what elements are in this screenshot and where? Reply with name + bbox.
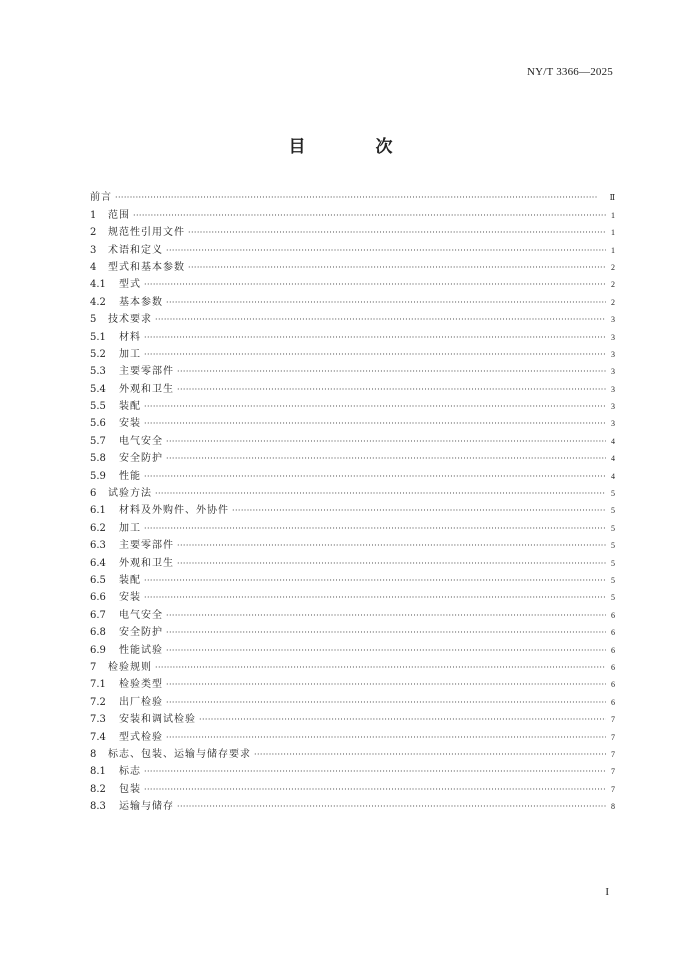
dot-leader [166,453,606,465]
toc-entry[interactable] [90,274,615,291]
toc-entry-label: 安全防护 [119,627,163,639]
toc-entry-page: 5 [611,506,615,516]
toc-entry-page: 5 [611,523,615,533]
toc-entry-number: 4.1 [90,279,106,291]
dot-leader [166,645,606,657]
toc-entry-label: 型式 [119,279,141,291]
dot-leader [188,262,606,274]
toc-entry-page: 3 [611,349,615,359]
toc-entry-page: 1 [611,210,615,220]
dot-leader [144,279,606,291]
dot-leader [166,697,606,709]
toc-entry-number: 5.8 [90,453,106,465]
toc-entry-number: 8.3 [90,801,106,813]
toc-entry-page: 3 [611,315,615,325]
toc-entry[interactable] [90,257,615,274]
table-of-contents [90,187,615,813]
toc-entry-label: 外观和卫生 [119,383,174,395]
toc-entry-number: 5.6 [90,418,106,430]
toc-entry-label: 运输与储存 [119,801,174,813]
toc-entry-label: 范围 [108,209,130,221]
dot-leader [133,210,606,222]
dot-leader [166,297,606,309]
toc-entry-page: 3 [611,384,615,394]
standard-number: NY/T 3366—2025 [526,66,613,78]
toc-entry-number: 6.3 [90,540,106,552]
toc-entry-label: 主要零部件 [119,366,174,378]
dot-leader [166,610,606,622]
toc-entry-page: 3 [611,402,615,412]
toc-entry-number: 1 [90,209,97,221]
toc-entry-page: 3 [611,332,615,342]
toc-entry[interactable] [90,639,615,656]
toc-entry-label: 检验规则 [108,661,152,673]
toc-entry-page: 5 [611,593,615,603]
toc-entry-label: 型式检验 [119,731,163,743]
toc-entry[interactable] [90,309,615,326]
toc-entry-page: 6 [611,610,615,620]
dot-leader [144,349,606,361]
toc-entry-number: 6.5 [90,574,106,586]
dot-leader [144,766,606,778]
toc-entry[interactable] [90,222,615,239]
toc-entry-label: 出厂检验 [119,696,163,708]
toc-entry[interactable] [90,326,615,343]
toc-entry[interactable] [90,761,615,778]
dot-leader [155,662,606,674]
toc-entry-number: 4 [90,261,97,273]
toc-entry[interactable] [90,187,615,204]
toc-entry-page: 2 [611,262,615,272]
toc-entry-label: 术语和定义 [108,244,163,256]
toc-entry-page: 6 [611,645,615,655]
toc-entry-label: 电气安全 [119,609,163,621]
dot-leader [144,592,606,604]
toc-entry-number: 8.1 [90,766,106,778]
dot-leader [155,314,606,326]
dot-leader [199,714,606,726]
toc-entry-number: 6.2 [90,522,106,534]
toc-entry-number: 6.8 [90,627,106,639]
toc-entry[interactable] [90,413,615,430]
toc-entry[interactable] [90,570,615,587]
toc-entry-page: Ⅱ [609,193,615,203]
toc-entry[interactable] [90,378,615,395]
toc-entry-page: 3 [611,367,615,377]
toc-entry-label: 安装 [119,592,141,604]
toc-entry-label: 材料及外购件、外协件 [119,505,229,517]
toc-entry[interactable] [90,448,615,465]
toc-entry-number: 7 [90,661,97,673]
toc-entry-page: 5 [611,541,615,551]
dot-leader [177,384,606,396]
toc-entry-page: 7 [611,715,615,725]
toc-entry-label: 装配 [119,574,141,586]
toc-entry[interactable] [90,604,615,621]
toc-entry-label: 电气安全 [119,435,163,447]
dot-leader [115,192,606,204]
toc-entry-number: 6.1 [90,505,106,517]
toc-entry-page: 4 [611,454,615,464]
toc-entry-page: 5 [611,558,615,568]
toc-entry-label: 标志 [119,766,141,778]
page-number: I [605,886,609,898]
toc-entry[interactable] [90,500,615,517]
dot-leader [188,227,606,239]
toc-entry-label: 装配 [119,401,141,413]
toc-entry[interactable] [90,291,615,308]
toc-entry-number: 3 [90,244,97,256]
dot-leader [144,401,606,413]
toc-entry-label: 型式和基本参数 [108,261,185,273]
dot-leader [144,332,606,344]
toc-entry-label: 技术要求 [108,314,152,326]
toc-entry-number: 5.2 [90,348,106,360]
toc-entry[interactable] [90,622,615,639]
toc-entry-number: 7.2 [90,696,106,708]
toc-entry[interactable] [90,657,615,674]
toc-entry-number: 5.9 [90,470,106,482]
toc-entry-label: 试验方法 [108,488,152,500]
toc-entry-number: 6.7 [90,609,106,621]
toc-entry-label: 安全防护 [119,453,163,465]
dot-leader [177,558,606,570]
toc-entry[interactable] [90,726,615,743]
dot-leader [144,471,606,483]
toc-entry[interactable] [90,709,615,726]
dot-leader [166,245,606,257]
toc-entry-label: 外观和卫生 [119,557,174,569]
toc-entry-page: 7 [611,784,615,794]
dot-leader [177,540,606,552]
toc-entry-label: 性能试验 [119,644,163,656]
toc-entry-label: 包装 [119,783,141,795]
toc-entry-number: 8.2 [90,783,106,795]
toc-entry-page: 5 [611,489,615,499]
toc-entry[interactable] [90,778,615,795]
toc-entry-page: 4 [611,471,615,481]
toc-entry-label: 基本参数 [119,296,163,308]
toc-entry-page: 2 [611,297,615,307]
dot-leader [144,784,606,796]
toc-entry[interactable] [90,691,615,708]
toc-entry-label: 性能 [119,470,141,482]
toc-entry-label: 加工 [119,522,141,534]
toc-entry-label: 安装 [119,418,141,430]
page-title: 目 次 [288,137,425,157]
toc-entry-number: 5.4 [90,383,106,395]
toc-entry-number: 4.2 [90,296,106,308]
toc-entry-label: 材料 [119,331,141,343]
toc-entry-label: 前言 [90,192,112,204]
toc-entry-page: 8 [611,802,615,812]
toc-entry-number: 7.4 [90,731,106,743]
toc-entry-number: 6 [90,488,97,500]
dot-leader [166,436,606,448]
toc-entry-label: 安装和调试检验 [119,714,196,726]
toc-entry[interactable] [90,796,615,813]
toc-entry-label: 主要零部件 [119,540,174,552]
dot-leader [254,749,606,761]
dot-leader [166,732,606,744]
dot-leader [177,801,606,813]
toc-entry-number: 5.7 [90,435,106,447]
toc-entry[interactable] [90,239,615,256]
toc-entry[interactable] [90,674,615,691]
toc-entry[interactable] [90,465,615,482]
toc-entry-page: 5 [611,575,615,585]
toc-entry-number: 6.4 [90,557,106,569]
dot-leader [144,523,606,535]
dot-leader [232,505,606,517]
toc-entry-page: 7 [611,732,615,742]
dot-leader [155,488,606,500]
toc-entry-page: 6 [611,628,615,638]
toc-entry-number: 2 [90,227,97,239]
toc-entry[interactable] [90,517,615,534]
toc-entry[interactable] [90,361,615,378]
dot-leader [166,627,606,639]
toc-entry-number: 7.3 [90,714,106,726]
toc-entry-label: 检验类型 [119,679,163,691]
toc-entry-page: 4 [611,436,615,446]
toc-entry-number: 5 [90,314,97,326]
toc-entry-label: 加工 [119,348,141,360]
toc-entry[interactable] [90,430,615,447]
toc-entry-number: 8 [90,748,97,760]
toc-entry-page: 6 [611,697,615,707]
toc-entry-page: 1 [611,245,615,255]
toc-entry[interactable] [90,344,615,361]
dot-leader [144,575,606,587]
toc-entry-label: 规范性引用文件 [108,227,185,239]
toc-entry-number: 6.6 [90,592,106,604]
toc-entry-number: 5.1 [90,331,106,343]
toc-entry-label: 标志、包装、运输与储存要求 [108,748,251,760]
toc-entry-page: 7 [611,767,615,777]
toc-entry[interactable] [90,535,615,552]
dot-leader [166,679,606,691]
toc-entry[interactable] [90,396,615,413]
toc-entry-number: 6.9 [90,644,106,656]
toc-entry-page: 6 [611,662,615,672]
toc-entry-number: 5.3 [90,366,106,378]
toc-entry-page: 7 [611,749,615,759]
dot-leader [177,366,606,378]
toc-entry-number: 7.1 [90,679,106,691]
toc-entry[interactable] [90,587,615,604]
toc-entry-page: 2 [611,280,615,290]
toc-entry-page: 3 [611,419,615,429]
toc-entry-page: 6 [611,680,615,690]
toc-entry-number: 5.5 [90,401,106,413]
dot-leader [144,418,606,430]
toc-entry[interactable] [90,552,615,569]
toc-entry[interactable] [90,204,615,221]
toc-entry[interactable] [90,483,615,500]
toc-entry-page: 1 [611,228,615,238]
toc-entry[interactable] [90,744,615,761]
